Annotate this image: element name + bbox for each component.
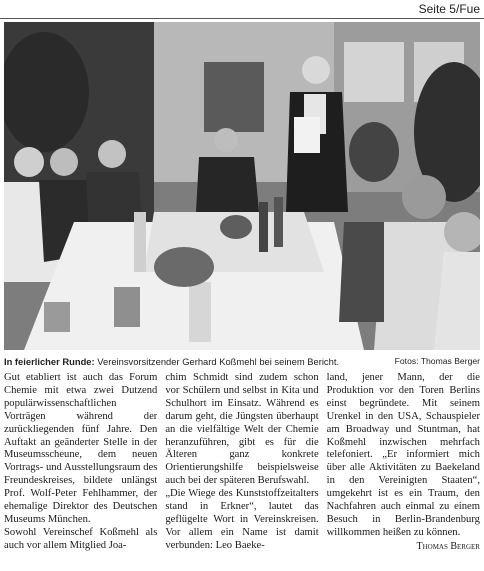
paragraph: land, jener Mann, der die Produktion vor den Toren Berlins einst begründete. Mit seinem Urenkel in den USA, Schauspieler am Broadway und Stuntman, hat Koßmehl inzwischen mehrfach telefoniert. „Er informiert mich über alle Aktivitäten zu Baekeland in den Vereinigten Staaten“, umgekehrt ist es ein Traum, den Nachfahren auch einmal zu einem Besuch in Berlin-Brandenburg willkommen heißen zu können. (326, 372, 480, 538)
photo-caption (4, 356, 480, 367)
caption-text: Vereinsvorsitzender Gerhard Koßmehl bei seinem Bericht. (94, 356, 340, 367)
paragraph: Gut etabliert ist auch das Forum Chemie mit etwa zwei Dutzend populärwissenschaftlichen Vorträgen während der zurückliegenden fünf Jahre. Den Auftakt an geänderter Stelle in der Museumsscheune, dem neuen Vortrags- und Ausstellungsraum des Freundeskreises, bildete unlängst Prof. Wolf-Peter Fehlhammer, der ehemalige Direktor des Deutschen Museums München. (4, 372, 158, 525)
paragraph: Sowohl Vereinschef Koßmehl als auch vor allem Mitglied Joa- (4, 526, 158, 551)
paragraph: „Die Wiege des Kunststoffzeitalters stand in Erkner“, lautet das geflügelte Wort in Vereinskreisen. Vor allem ein Name ist damit verbunden: Leo Baeke- (165, 488, 319, 551)
article-column-1 (4, 372, 157, 568)
article-column-3 (327, 372, 480, 568)
photo-credit: Fotos: Thomas Berger (394, 356, 480, 366)
page-number-label: Seite 5/Fue (418, 2, 480, 16)
author-byline: Thomas Berger (416, 540, 480, 552)
caption-lead: In feierlicher Runde: (4, 356, 95, 367)
article-body (4, 372, 480, 568)
paragraph: chim Schmidt sind zudem schon vor Schülern und selbst in Kita und Schulhort im Einsatz. Während es darum geht, die Jüngsten überhaupt an die vielfältige Welt der Chemie heranzuführen, gibt es für die Älteren ganz konkrete Orientierungshilfe beispielsweise auch bei der späteren Berufswahl. (165, 372, 319, 487)
banquet-photo (4, 22, 480, 350)
photo-image (4, 22, 480, 350)
article-column-2 (165, 372, 318, 568)
header-rule (0, 18, 484, 19)
